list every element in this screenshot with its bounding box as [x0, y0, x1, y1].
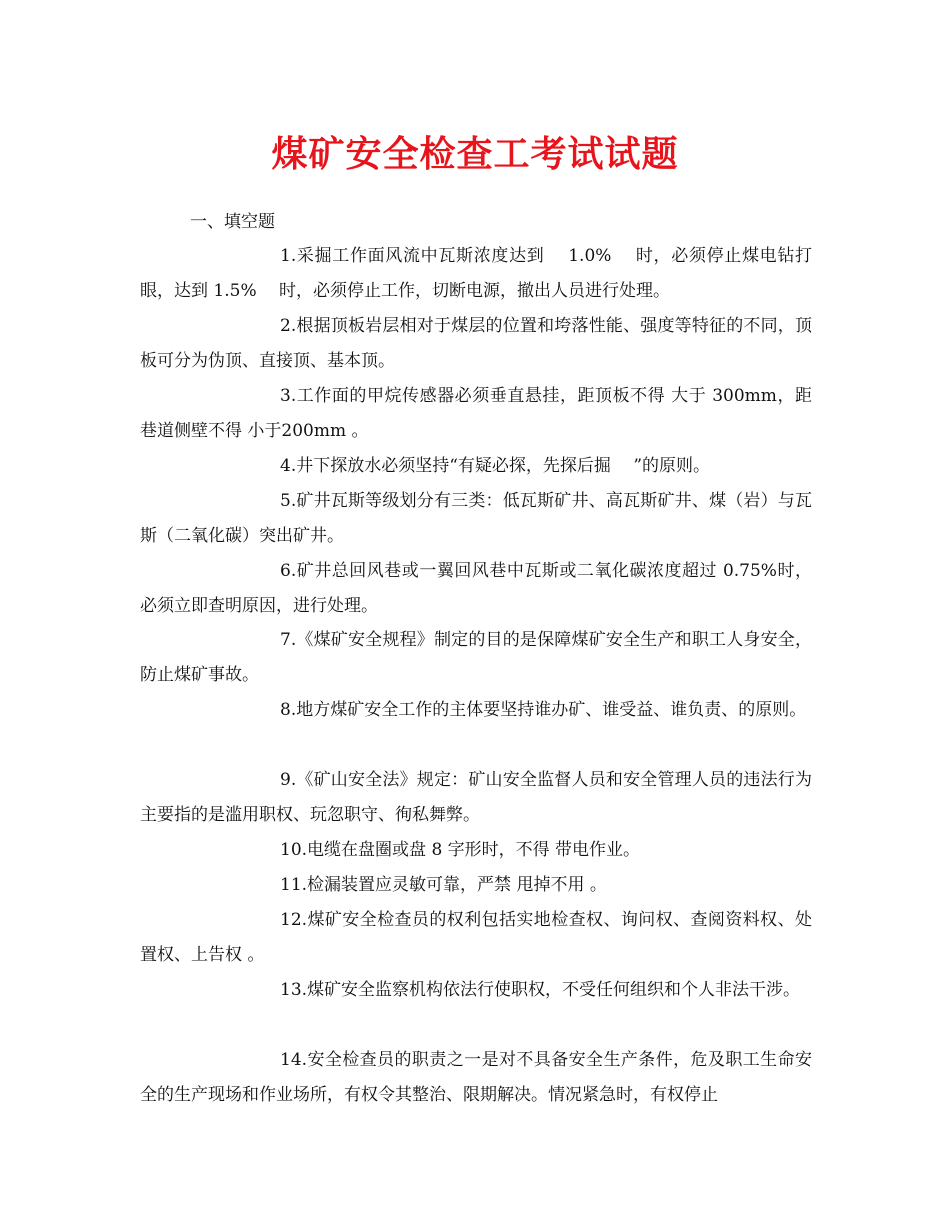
question-11: 11.检漏装置应灵敏可靠，严禁 甩掉不用 。 [280, 875, 607, 895]
question-5: 5.矿井瓦斯等级划分有三类：低瓦斯矿井、高瓦斯矿井、煤（岩）与瓦斯（二氧化碳）突出矿井。 [140, 491, 812, 546]
section-heading: 一、填空题 [190, 212, 275, 232]
question-10: 10.电缆在盘圈或盘 8 字形时，不得 带电作业。 [280, 840, 641, 860]
question-8: 8.地方煤矿安全工作的主体要坚持谁办矿、谁受益、谁负责、的原则。 [280, 700, 807, 720]
question-6: 6.矿井总回风巷或一翼回风巷中瓦斯或二氧化碳浓度超过 0.75%时，必须立即查明原因，进行处理。 [140, 561, 812, 616]
question-3: 3.工作面的甲烷传感器必须垂直悬挂，距顶板不得 大于 300mm，距巷道侧壁不得 小于200mm 。 [140, 386, 812, 441]
question-13: 13.煤矿安全监察机构依法行使职权，不受任何组织和个人非法干涉。 [280, 980, 801, 1000]
question-7: 7.《煤矿安全规程》制定的目的是保障煤矿安全生产和职工人身安全，防止煤矿事故。 [140, 630, 812, 685]
page-title: 煤矿安全检查工考试试题 [271, 133, 679, 175]
question-4: 4.井下探放水必须坚持“有疑必探，先探后掘 ”的原则。 [280, 456, 711, 476]
question-2: 2.根据顶板岩层相对于煤层的位置和垮落性能、强度等特征的不同，顶板可分为伪顶、直接顶、基本顶。 [140, 316, 812, 371]
question-14: 14.安全检查员的职责之一是对不具备安全生产条件，危及职工生命安全的生产现场和作业场所，有权令其整治、限期解决。情况紧急时，有权停止 [140, 1050, 812, 1105]
question-9: 9.《矿山安全法》规定：矿山安全监督人员和安全管理人员的违法行为主要指的是滥用职权、玩忽职守、徇私舞弊。 [140, 770, 812, 825]
question-1: 1.采掘工作面风流中瓦斯浓度达到 1.0% 时，必须停止煤电钻打眼，达到 1.5% 时，必须停止工作，切断电源，撤出人员进行处理。 [140, 246, 812, 301]
question-12: 12.煤矿安全检查员的权利包括实地检查权、询问权、查阅资料权、处置权、上告权 。 [140, 910, 812, 965]
